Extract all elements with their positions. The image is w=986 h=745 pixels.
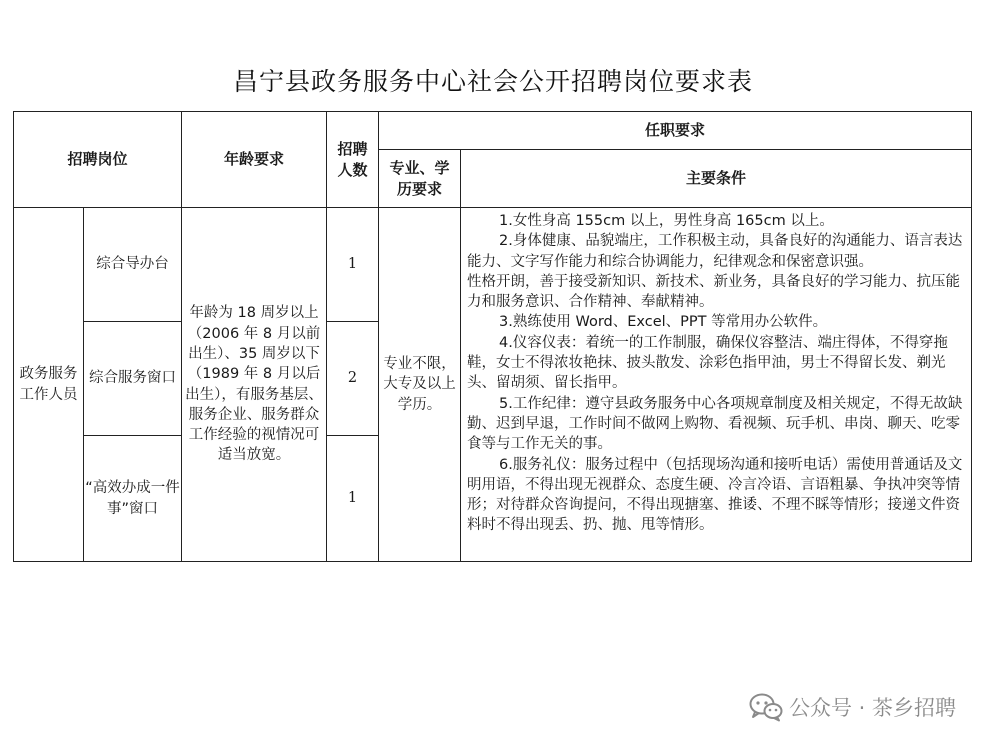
position-count: 2 — [327, 322, 379, 436]
condition-item: 5.工作纪律：遵守县政务服务中心各项规章制度及相关规定，不得无故缺勤、迟到早退，工作时间不做网上购物、看视频、玩手机、串岗、聊天、吃零食等与工作无关的事。 — [467, 395, 963, 453]
conditions-cell — [461, 208, 972, 562]
condition-item: 1.女性身高 155cm 以上，男性身高 165cm 以上。 — [499, 213, 834, 229]
header-requirements: 任职要求 — [379, 112, 972, 150]
position-name: 综合服务窗口 — [84, 322, 182, 436]
header-education: 专业、学历要求 — [379, 150, 461, 208]
position-name: “高效办成一件事”窗口 — [84, 436, 182, 562]
header-conditions: 主要条件 — [461, 150, 972, 208]
wechat-icon — [749, 692, 783, 722]
recruitment-table — [13, 111, 972, 562]
condition-item: 2.身体健康、品貌端庄，工作积极主动，具备良好的沟通能力、语言表达能力、文字写作能力和综合协调能力，纪律观念和保密意识强。 — [467, 233, 963, 270]
age-requirement: 年龄为 18 周岁以上（2006 年 8 月以前出生）、35 周岁以下（1989 年 8 月以后出生），有服务基层、服务企业、服务群众工作经验的视情况可适当放宽。 — [182, 208, 327, 562]
condition-item: 6.服务礼仪：服务过程中（包括现场沟通和接听电话）需使用普通话及文明用语，不得出现无视群众、态度生硬、冷言冷语、言语粗暴、争执冲突等情形；对待群众咨询提问，不得出现搪塞、推诿、不理不睬等情形；接递文件资料时不得出现丢、扔、抛、甩等情形。 — [467, 456, 963, 534]
condition-item: 4.仪容仪表：着统一的工作制服，确保仪容整洁、端庄得体，不得穿拖鞋，女士不得浓妆艳抹、披头散发、涂彩色指甲油，男士不得留长发、剃光头、留胡须、留长指甲。 — [467, 334, 948, 392]
watermark — [749, 692, 956, 722]
page-title: 昌宁县政务服务中心社会公开招聘岗位要求表 — [232, 67, 753, 96]
condition-item: 3.熟练使用 Word、Excel、PPT 等常用办公软件。 — [499, 314, 828, 331]
condition-item: 性格开朗，善于接受新知识、新技术、新业务，具备良好的学习能力、抗压能力和服务意识、合作精神、奉献精神。 — [467, 273, 961, 311]
education-requirement: 专业不限，大专及以上学历。 — [379, 208, 461, 562]
position-count: 1 — [327, 436, 379, 562]
watermark-text: 公众号 · 茶乡招聘 — [788, 696, 956, 720]
header-count: 招聘人数 — [327, 112, 379, 208]
position-count: 1 — [327, 208, 379, 322]
header-age: 年龄要求 — [182, 112, 327, 208]
position-name: 综合导办台 — [84, 208, 182, 322]
header-post: 招聘岗位 — [14, 112, 182, 208]
category-cell: 政务服务工作人员 — [14, 208, 84, 562]
